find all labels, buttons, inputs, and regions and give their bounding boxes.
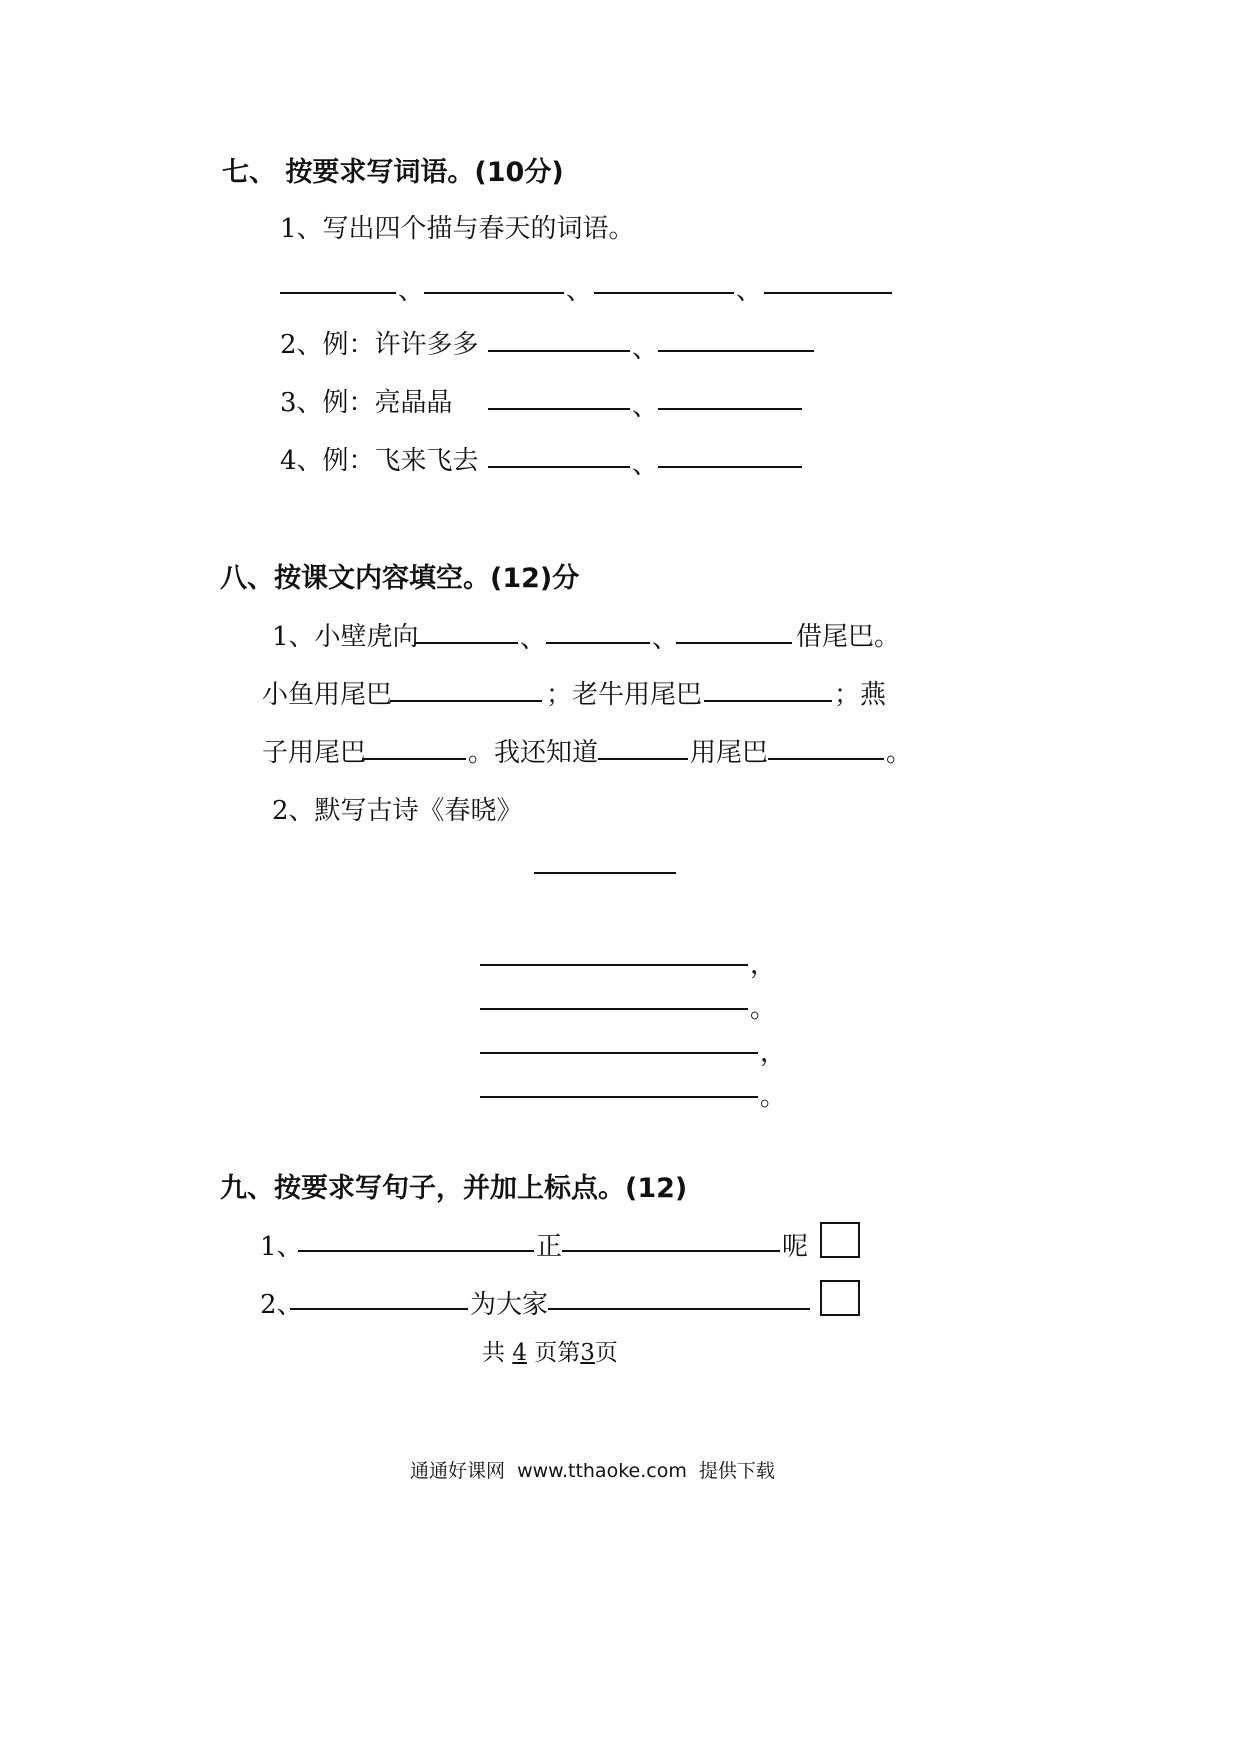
- answer-blank[interactable]: [704, 700, 832, 702]
- answer-blank[interactable]: [594, 292, 734, 294]
- section-9-title: 九、按要求写句子，并加上标点。(12): [220, 1173, 688, 1204]
- answer-blank[interactable]: [676, 642, 792, 644]
- poem-line-blank[interactable]: [480, 1096, 758, 1098]
- answer-blank[interactable]: [290, 1308, 468, 1310]
- poem-line-blank[interactable]: [480, 964, 748, 966]
- page-prefix: 共: [482, 1340, 505, 1366]
- separator: 、: [652, 624, 679, 654]
- answer-blank[interactable]: [768, 758, 884, 760]
- separator: 、: [398, 276, 425, 306]
- answer-blank[interactable]: [488, 466, 630, 468]
- answer-blank[interactable]: [280, 292, 396, 294]
- poem-title-blank[interactable]: [534, 872, 676, 874]
- section-7-title: 七、 按要求写词语。(10分): [222, 157, 564, 188]
- answer-blank[interactable]: [298, 1250, 534, 1252]
- section-9-q1-end: 呢: [782, 1232, 809, 1262]
- current-page: 3: [580, 1340, 595, 1366]
- poem-punct: ，: [750, 950, 777, 980]
- separator: 、: [632, 392, 659, 422]
- section-8-q1-fish: 小鱼用尾巴: [262, 680, 393, 710]
- poem-punct: ，: [760, 1038, 787, 1068]
- answer-blank[interactable]: [658, 408, 802, 410]
- section-8-q1-ox: ；老牛用尾巴: [546, 680, 703, 710]
- separator: 、: [736, 276, 763, 306]
- section-9-q1-mid: 正: [536, 1232, 563, 1262]
- answer-blank[interactable]: [562, 1250, 780, 1252]
- answer-blank[interactable]: [658, 466, 802, 468]
- section-9-q2-mid: 为大家: [470, 1290, 549, 1320]
- answer-blank[interactable]: [598, 758, 688, 760]
- period: 。: [886, 738, 913, 768]
- answer-blank[interactable]: [488, 408, 630, 410]
- separator: 、: [566, 276, 593, 306]
- separator: 、: [632, 334, 659, 364]
- watermark: 通通好课网 www.tthaoke.com 提供下载: [410, 1460, 775, 1482]
- poem-punct: 。: [760, 1082, 787, 1112]
- section-7-q2-label: 2、例：许许多多: [280, 330, 479, 360]
- page-mid: 页第: [534, 1340, 581, 1366]
- answer-blank[interactable]: [414, 642, 518, 644]
- answer-blank[interactable]: [546, 642, 650, 644]
- answer-blank[interactable]: [764, 292, 892, 294]
- answer-blank[interactable]: [488, 350, 630, 352]
- answer-blank[interactable]: [362, 758, 466, 760]
- punctuation-box[interactable]: [820, 1280, 860, 1316]
- section-8-q1-borrow: 借尾巴。: [796, 622, 901, 652]
- poem-punct: 。: [750, 994, 777, 1024]
- section-7-q4-label: 4、例：飞来飞去: [280, 446, 479, 476]
- section-8-q1-use: 用尾巴: [690, 738, 769, 768]
- page-number: [482, 1334, 618, 1367]
- section-9-q1-num: 1、: [260, 1232, 303, 1262]
- total-pages: 4: [512, 1340, 527, 1366]
- section-8-q1-know: 。我还知道: [468, 738, 599, 768]
- answer-blank[interactable]: [424, 292, 564, 294]
- section-7-q3-label: 3、例：亮晶晶: [280, 388, 453, 418]
- section-8-title: 八、按课文内容填空。(12)分: [220, 563, 580, 594]
- section-8-q2: 2、默写古诗《春晓》: [272, 796, 523, 826]
- section-8-q1-start: 1、小壁虎向: [272, 622, 419, 652]
- poem-line-blank[interactable]: [480, 1052, 758, 1054]
- answer-blank[interactable]: [390, 700, 542, 702]
- section-8-q1-swallow-a: ；燕: [834, 680, 887, 710]
- punctuation-box[interactable]: [820, 1222, 860, 1258]
- section-7-q1: 1、写出四个描与春天的词语。: [280, 214, 635, 244]
- page-suffix: 页: [594, 1340, 618, 1366]
- section-9-q2-num: 2、: [260, 1290, 303, 1320]
- separator: 、: [520, 624, 547, 654]
- answer-blank[interactable]: [658, 350, 814, 352]
- answer-blank[interactable]: [548, 1308, 810, 1310]
- poem-line-blank[interactable]: [480, 1008, 748, 1010]
- section-8-q1-swallow-b: 子用尾巴: [262, 738, 367, 768]
- separator: 、: [632, 450, 659, 480]
